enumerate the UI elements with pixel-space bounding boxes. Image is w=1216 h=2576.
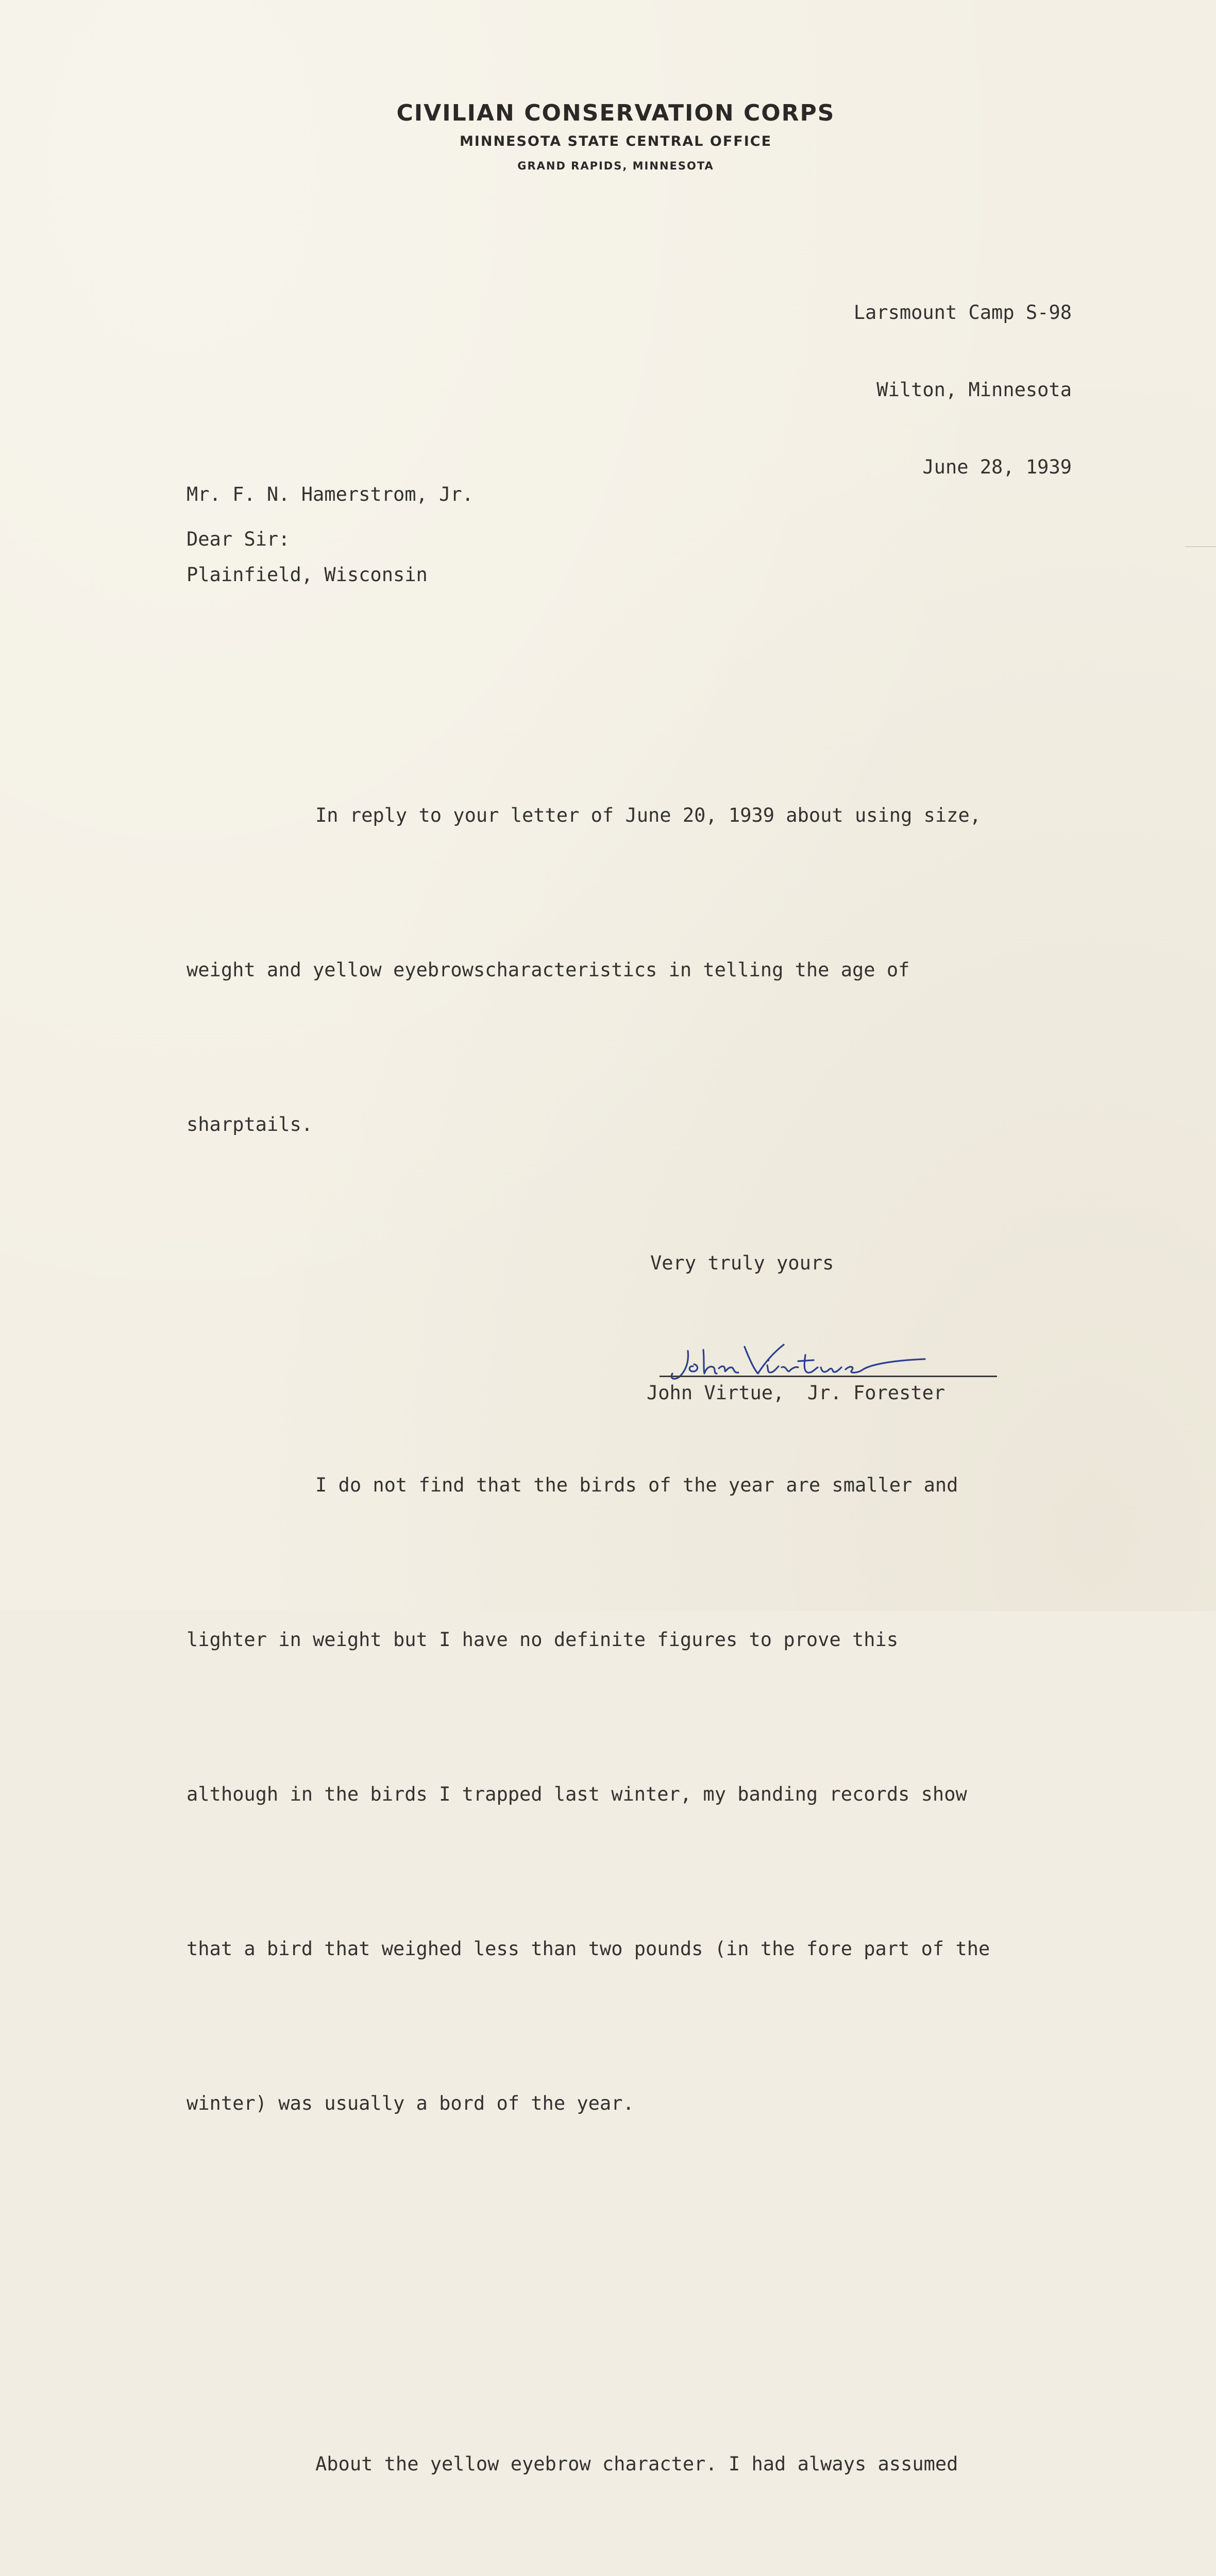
salutation: Dear Sir: (187, 528, 290, 550)
paragraph-3 (187, 2335, 1140, 2576)
letterhead-organization: CIVILIAN CONSERVATION CORPS (396, 100, 835, 126)
paragraph-1 (187, 687, 1140, 1253)
paragraph-2 (187, 1357, 1140, 2232)
body-line: weight and yellow eyebrowscharacteristics in telling the age of (187, 959, 910, 981)
body-line: In reply to your letter of June 20, 1939 about using size, (315, 804, 982, 826)
body-line: that a bird that weighed less than two pounds (in the fore part of the (187, 1938, 990, 1960)
body-line: although in the birds I trapped last winter, my banding records show (187, 1783, 967, 1805)
letter-date: June 28, 1939 (922, 456, 1072, 478)
recipient-name: Mr. F. N. Hamerstrom, Jr. (187, 483, 474, 505)
letterhead (304, 98, 927, 177)
closing: Very truly yours (650, 1252, 834, 1274)
return-address (854, 248, 1072, 532)
body-line: winter) was usually a bord of the year. (187, 2092, 634, 2114)
return-address-line2: Wilton, Minnesota (876, 379, 1072, 401)
body-line: I do not find that the birds of the year are smaller and (315, 1474, 958, 1496)
handwritten-signature (657, 1340, 1018, 1386)
body-line: lighter in weight but I have no definite figures to prove this (187, 1629, 899, 1651)
letterhead-city: GRAND RAPIDS, MINNESOTA (517, 160, 714, 172)
signature-block (647, 1340, 1007, 1422)
letterhead-office: MINNESOTA STATE CENTRAL OFFICE (459, 133, 772, 149)
return-address-line1: Larsmount Camp S-98 (853, 301, 1072, 324)
fold-mark (1185, 546, 1216, 547)
typed-signature-name: John Virtue, Jr. Forester (647, 1382, 945, 1404)
recipient-location: Plainfield, Wisconsin (187, 564, 428, 586)
body-line: sharptails. (187, 1113, 313, 1136)
letter-body (187, 584, 1140, 2576)
body-line: About the yellow eyebrow character. I had always assumed (315, 2453, 958, 2475)
signature-line (660, 1376, 997, 1377)
